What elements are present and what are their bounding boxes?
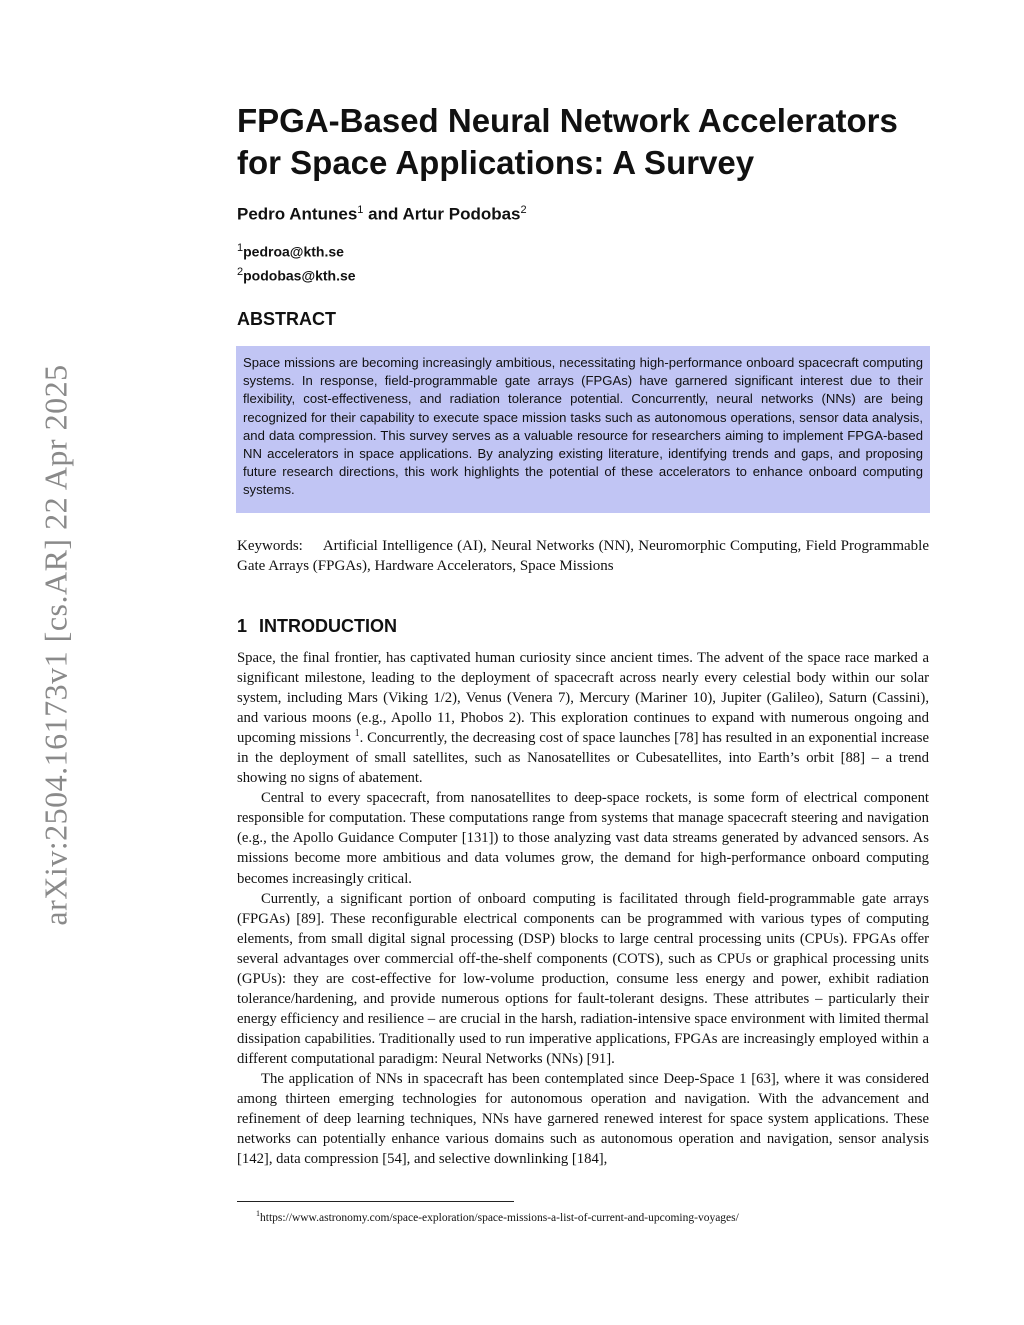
footnote-mark: 1 [256, 1209, 260, 1218]
keywords-label: Keywords: [237, 538, 303, 554]
paragraph: Currently, a significant portion of onboard computing is facilitated through field-programmable gate arrays (FPGAs) [89]. These reconfigurable electrical components can be programmed with various types of computing elements, from small digital signal processing (DSP) blocks to large central processing units (CPUs). FPGAs offer several advantages over commercial off-the-shelf components (COTS), such as CPUs or graphical processing units (GPUs): they are cost-effective for low-volume production, consume less energy and power, exhibit radiation tolerance/hardening, and provide numerous options for fault-tolerant designs. These attributes – particularly their energy efficiency and resilience – are crucial in the harsh, radiation-intensive space environment with limited thermal dissipation capabilities. Traditionally used to run imperative applications, FPGAs are increasingly employed within a different computational paradigm: Neural Networks (NNs) [91]. [237, 890, 929, 1067]
title-line-1: FPGA-Based Neural Network Accelerators [237, 102, 898, 139]
footnote-url[interactable]: https://www.astronomy.com/space-exploration/space-missions-a-list-of-current-and-upcoming-voyages/ [260, 1211, 739, 1224]
author-list [237, 198, 929, 227]
email-address: pedroa@kth.se [243, 243, 344, 260]
section-heading [237, 616, 929, 637]
title-line-2: for Space Applications: A Survey [237, 144, 755, 181]
email-address: podobas@kth.se [243, 267, 356, 284]
footnote-reference[interactable]: 1 [354, 728, 360, 740]
author-conjunction: and [363, 204, 403, 224]
arxiv-identifier-stamp: arXiv:2504.16173v1 [cs.AR] 22 Apr 2025 [37, 364, 74, 926]
email-line [237, 238, 929, 262]
paragraph: Central to every spacecraft, from nanosatellites to deep-space rockets, is some form of electrical component responsible for computation. These computations range from systems that manage spacecraft steering and navigation (e.g., the Apollo Guidance Computer [131]) to those analyzing vast data streams generated by advanced sensors. As missions become more ambitious and data volumes grow, the demand for high-performance onboard computing becomes increasingly critical. [237, 790, 929, 887]
paragraph: The application of NNs in spacecraft has been contemplated since Deep-Space 1 [63], where it was considered among thirteen emerging technologies for autonomous operation and navigation. With the advancement and refinement of deep learning techniques, NNs have garnered renewed interest for space system applications. These networks can potentially enhance various domains such as autonomous operation and navigation, sensor analysis [142], data compression [54], and selective downlinking [184], [237, 1070, 929, 1168]
paragraph-text: . Concurrently, the decreasing cost of space launches [78] has resulted in an exponential increase in the deployment of small satellites, such as Nanosatellites or Cubesatellites, into Earth’s orbit [88] – a trend showing no signs of abatement. [237, 730, 929, 787]
section-title: INTRODUCTION [259, 616, 398, 636]
paragraph-text: Space, the final frontier, has captivated human curiosity since ancient times. The advent of the space race marked a significant milestone, leading to the deployment of spacecraft across nearly every celestial body within our solar system, including Mars (Viking 1/2), Venus (Venera 7), Mercury (Mariner 10), Jupiter (Galileo), Saturn (Cassini), and various moons (e.g., Apollo 11, Phobos 2). This exploration continues to expand with numerous ongoing and upcoming missions [237, 650, 929, 747]
paper-title [237, 100, 929, 184]
introduction-body [237, 648, 929, 1169]
affiliation-mark: 2 [520, 204, 527, 216]
email-line [237, 262, 929, 286]
keywords [237, 536, 929, 576]
affiliation-mark: 1 [357, 204, 364, 216]
abstract-text: Space missions are becoming increasingly ambitious, necessitating high-performance onboard spacecraft computing systems. In response, field-programmable gate arrays (FPGAs) have garnered significant interest due to their flexibility, cost-effectiveness, and radiation tolerance potential. Concurrently, neural networks (NNs) are being recognized for their capability to execute space mission tasks such as autonomous operations, sensor data analysis, and data compression. This survey serves as a valuable resource for researchers aiming to implement FPGA-based NN accelerators in space applications. By analyzing existing literature, identifying trends and gaps, and proposing future research directions, this work highlights the potential of these accelerators to enhance onboard computing systems. [236, 346, 930, 513]
footnote [237, 1207, 929, 1225]
paragraph [237, 648, 929, 788]
author-name: Pedro Antunes [237, 204, 358, 224]
affiliation-mark: 2 [237, 265, 244, 278]
keywords-text: Artificial Intelligence (AI), Neural Networks (NN), Neuromorphic Computing, Field Programmable Gate Arrays (FPGAs), Hardware Accelerators, Space Missions [237, 538, 929, 574]
author-name: Artur Podobas [402, 204, 521, 224]
author-emails [237, 238, 929, 285]
affiliation-mark: 1 [237, 242, 244, 254]
abstract-heading: ABSTRACT [237, 309, 336, 329]
footnote-divider [237, 1201, 514, 1202]
section-number: 1 [237, 616, 248, 636]
